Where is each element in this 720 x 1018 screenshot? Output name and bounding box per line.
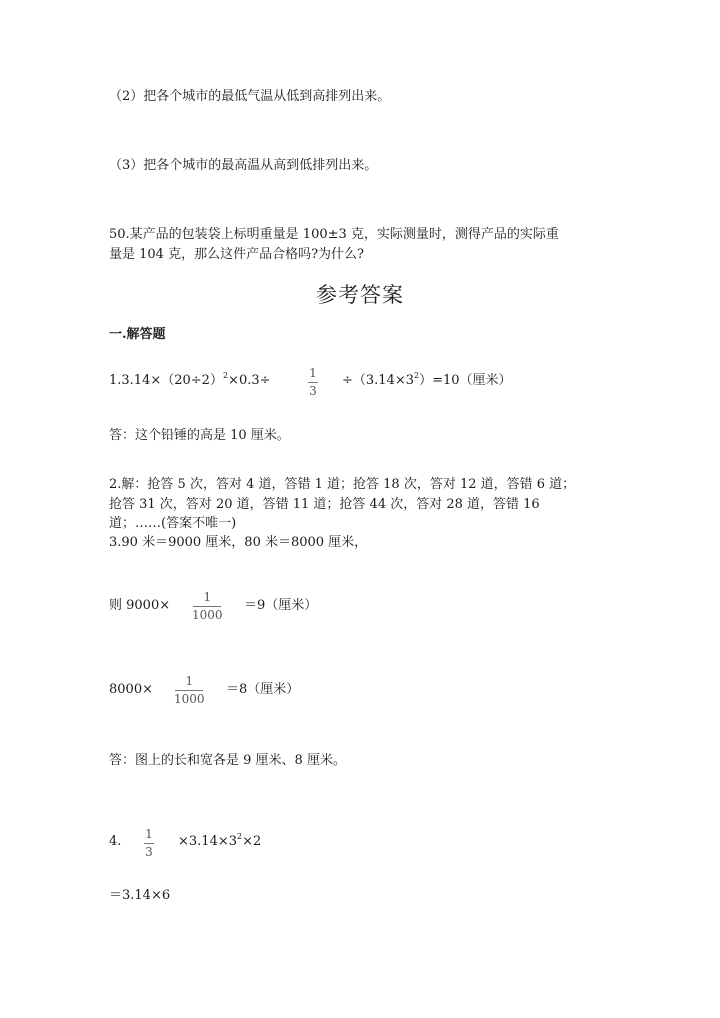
fraction-one-thousandth — [192, 590, 223, 623]
fraction-bar — [308, 382, 318, 383]
answer-4-label: 4. — [109, 834, 122, 849]
answer-1-part: ）=10（厘米） — [419, 373, 512, 388]
answer-3-calc-1-result: ＝9（厘米） — [244, 598, 318, 613]
superscript: 2 — [414, 371, 420, 380]
answer-1-part: ×0.3÷ — [228, 373, 271, 388]
answer-2-line-3: 道；……(答案不唯一) — [109, 516, 237, 531]
answer-2-line-2: 抢答 31 次，答对 20 道，答错 11 道；抢答 44 次，答对 28 道，答错 16 — [109, 497, 540, 512]
answer-1-formula-end — [342, 371, 512, 391]
answer-4-formula — [178, 832, 261, 852]
answer-3-calc-1: 则 9000× — [109, 598, 171, 613]
answer-1-conclusion: 答：这个铅锤的高是 10 厘米。 — [109, 428, 290, 443]
answer-3-calc-2-result: ＝8（厘米） — [226, 682, 300, 697]
answer-4-line-2: ＝3.14×6 — [109, 888, 171, 903]
fraction-numerator: 1 — [145, 827, 153, 841]
answer-1-formula — [109, 371, 271, 391]
answer-3-line-1: 3.90 米＝9000 厘米，80 米＝8000 厘米， — [109, 535, 368, 550]
fraction-one-third — [144, 827, 154, 860]
superscript: 2 — [222, 371, 229, 380]
question-2: （2）把各个城市的最低气温从低到高排列出来。 — [109, 89, 391, 104]
answers-title: 参考答案 — [316, 283, 404, 307]
fraction-numerator: 1 — [309, 366, 317, 380]
fraction-denominator: 3 — [145, 845, 153, 859]
fraction-denominator: 1000 — [192, 608, 223, 622]
question-3: （3）把各个城市的最高温从高到低排列出来。 — [109, 158, 378, 173]
answer-2-line-1: 2.解：抢答 5 次，答对 4 道，答错 1 道；抢答 18 次，答对 12 道，答错 6 道； — [109, 477, 576, 492]
fraction-bar — [144, 843, 154, 844]
section-heading: 一.解答题 — [109, 327, 166, 342]
answer-4-part: ×2 — [242, 834, 262, 849]
fraction-bar — [175, 690, 203, 691]
answer-1-part: 1.3.14×（20÷2） — [109, 373, 223, 388]
fraction-numerator: 1 — [203, 590, 212, 604]
fraction-numerator: 1 — [185, 674, 194, 688]
answer-3-conclusion: 答：图上的长和宽各是 9 厘米、8 厘米。 — [109, 753, 346, 768]
question-50-line-2: 量是 104 克，那么这件产品合格吗?为什么? — [109, 247, 365, 262]
answer-1-part: ÷（3.14×3 — [342, 373, 415, 388]
superscript: 2 — [237, 832, 243, 841]
answer-3-calc-2: 8000× — [109, 682, 153, 697]
answer-4-part: ×3.14×3 — [178, 834, 238, 849]
fraction-denominator: 3 — [309, 384, 317, 398]
fraction-denominator: 1000 — [174, 692, 205, 706]
question-50-line-1: 50.某产品的包装袋上标明重量是 100±3 克，实际测量时，测得产品的实际重 — [109, 227, 559, 242]
fraction-bar — [193, 606, 221, 607]
fraction-one-third — [308, 366, 318, 399]
fraction-one-thousandth — [174, 674, 205, 707]
